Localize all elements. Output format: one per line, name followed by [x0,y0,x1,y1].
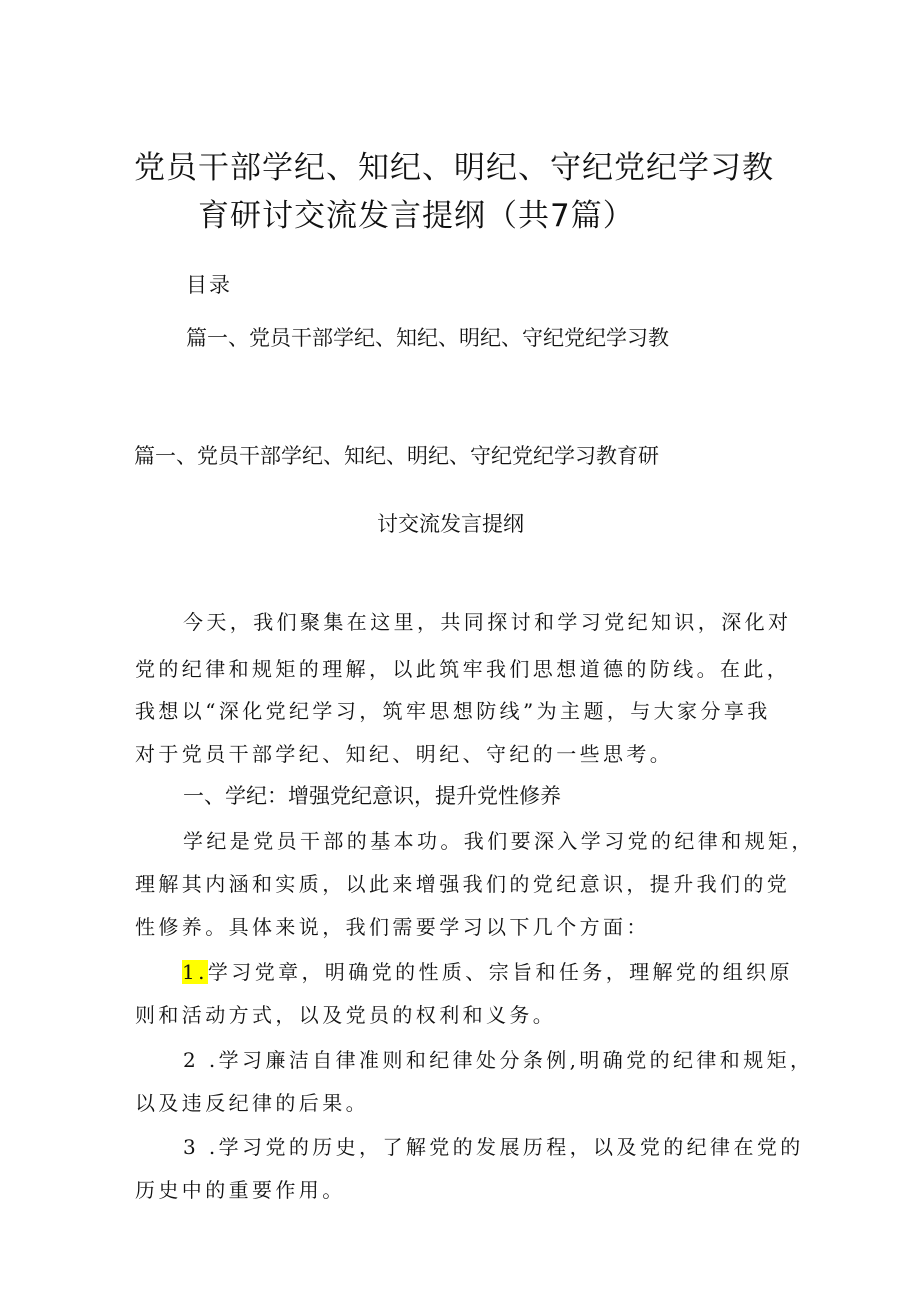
list-item-1-line-2: 则和活动方式，以及党员的权利和义务。 [135,1003,557,1027]
para2-line-3: 性修养。具体来说，我们需要学习以下几个方面： [135,915,650,939]
intro-line-3: 我想以“深化党纪学习，筑牢思想防线”为主题，与大家分享我 [135,699,771,723]
list-item-1-line-1 [182,956,793,985]
intro-line-1: 今天，我们聚集在这里，共同探讨和学习党纪知识，深化对 [183,610,792,634]
list-item-1-text: 学习党章，明确党的性质、宗旨和任务，理解党的组织原 [207,960,793,984]
highlighted-number: 1. [182,960,208,984]
toc-label: 目录 [186,273,232,297]
list-item-2-line-1: 2 .学习廉洁自律准则和纪律处分条例,明确党的纪律和规矩， [183,1048,814,1072]
para2-line-1: 学纪是党员干部的基本功。我们要深入学习党的纪律和规矩， [183,829,815,853]
subheading-xueji: 一、学纪：增强党纪意识，提升党性修养 [183,784,561,808]
document-title-line-1: 党员干部学纪、知纪、明纪、守纪党纪学习教 [134,150,774,186]
list-item-3-line-2: 历史中的重要作用。 [135,1178,346,1202]
intro-line-4: 对于党员干部学纪、知纪、明纪、守纪的一些思考。 [135,742,674,766]
list-item-3-line-1: 3 .学习党的历史，了解党的发展历程，以及党的纪律在党的 [183,1135,804,1159]
document-title-line-2: 育研讨交流发言提纲（共7篇） [198,198,635,234]
intro-line-2: 党的纪律和规矩的理解，以此筑牢我们思想道德的防线。在此， [135,657,791,681]
section-heading-line-1: 篇一、党员干部学纪、知纪、明纪、守纪党纪学习教育研 [134,444,659,468]
toc-item-1[interactable]: 篇一、党员干部学纪、知纪、明纪、守纪党纪学习教 [186,326,669,350]
para2-line-2: 理解其内涵和实质，以此来增强我们的党纪意识，提升我们的党 [135,872,791,896]
list-item-2-line-2: 以及违反纪律的后果。 [135,1091,369,1115]
section-heading-line-2: 讨交流发言提纲 [377,512,524,536]
